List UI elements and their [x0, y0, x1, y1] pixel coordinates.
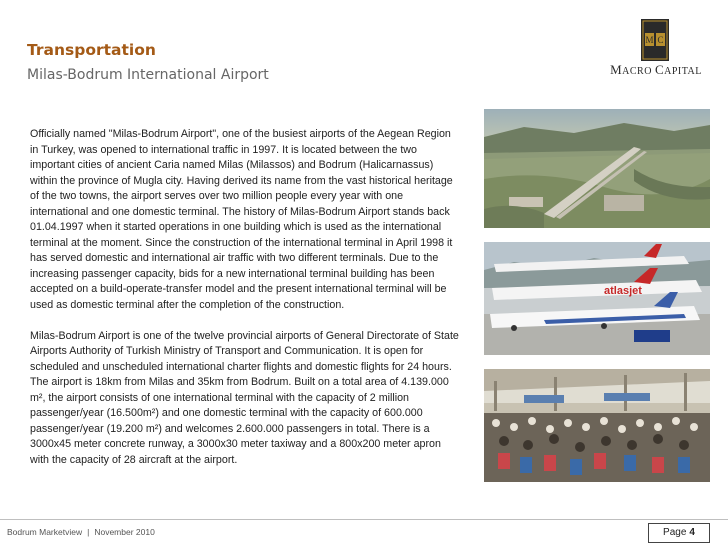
page-title: Transportation [27, 41, 156, 59]
logo-wordmark [606, 62, 706, 78]
page-number-box [648, 523, 710, 543]
logo-initial-c: C [654, 62, 665, 77]
logo-monogram-c: C [657, 35, 664, 45]
body-text [30, 127, 460, 468]
aircraft-apron-photo [484, 242, 710, 355]
aerial-airport-photo [484, 109, 710, 228]
paragraph-history: Officially named "Milas-Bodrum Airport", one of the busiest airports of the Aegean Region in Turkey, was opened to international traffic in 1997. It is located between the two important cities of ancient Caria named Milas (Milassos) and Bodrum (Halicarnassus) within the province of Mugla city. Having derived its name from the vast historical heritage of the two towns, the airport serves over two million people every year with one international and one domestic terminal. The history of Milas-Bodrum Airport stands back 01.04.1997 when it started operations in one building which is used as the international terminal at the moment. Since the construction of the international terminal in April 1998 it has served domestic and international air traffic with two different terminals. Due to the increasing passenger capacity, bids for a new international terminal building has been accepted on a build-operate-transfer model and the present international terminal will be used as domestic terminal after the completion of the construction. [30, 128, 453, 311]
footer-divider [0, 519, 728, 520]
logo-initial-m: M [610, 62, 623, 77]
logo-name-rest-1: ACRO [622, 66, 652, 77]
terminal-crowd-photo [484, 369, 710, 482]
title-block [27, 40, 269, 85]
footer-publication-name: Bodrum Marketview [7, 527, 83, 537]
footer-publication [7, 527, 155, 537]
page-number: 4 [689, 527, 695, 538]
page-label: Page [663, 527, 687, 538]
logo-name-rest-2: APITAL [664, 66, 702, 77]
aircraft-livery-text: atlasjet [604, 285, 642, 297]
footer-separator: | [87, 527, 90, 537]
page-subtitle: Milas-Bodrum International Airport [27, 67, 269, 83]
paragraph-facilities: Milas-Bodrum Airport is one of the twelve provincial airports of General Directorate of State Airports Authority of Turkish Ministry of Transport and Communication. It is open for scheduled and unscheduled international charter flights and domestic flights for 24 hours. The airport is 18km from Milas and 35km from Bodrum. Built on a total area of 4.139.000 m², the airport consists of one international terminal with the capacity of 2 million passenger/year (16.500m²) and one domestic terminal with the capacity of 600.000 passenger/year (19.200 m²) and welcomes 2.600.000 passengers in total. There is a 3000x45 meter concrete runway, a 3000x30 meter taxiway and a 800x200 meter apron with the capacity of 28 aircraft at the airport. [30, 329, 459, 466]
footer-date: November 2010 [94, 527, 155, 537]
logo-emblem-icon [641, 19, 669, 61]
macro-capital-logo [606, 19, 706, 81]
logo-monogram-m: M [645, 35, 654, 45]
